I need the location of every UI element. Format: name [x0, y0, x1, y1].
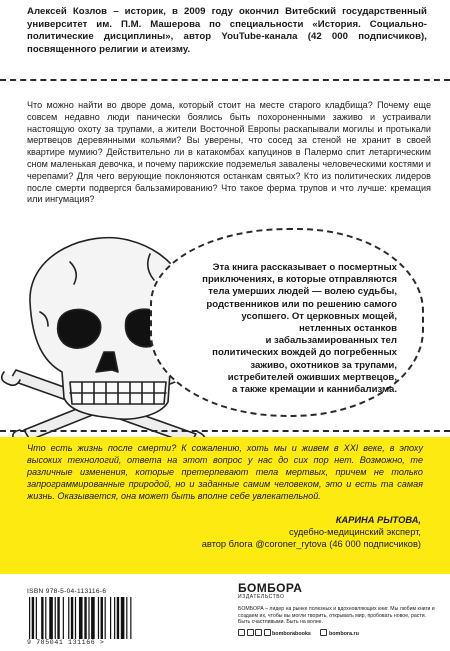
site-url: bombora.ru	[328, 630, 359, 637]
desc-line: Эта книга рассказывает о посмертных	[212, 262, 397, 273]
desc-line: заживо, охотников за трупами,	[250, 359, 397, 371]
barcode-block	[27, 588, 177, 648]
publisher-links	[238, 629, 428, 638]
social-icon	[255, 629, 262, 636]
expert-quote: Что есть жизнь после смерти? К сожалению, хоть мы и живем в XXI веке, в эпоху высоких технологий, ответа на этот вопрос у нас до сих пор нет. Возможно, те различные изменения, которые претерпевают тела мертвых, причем не только запрограммированные природой, но и заданные самим человеком, это и есть та самая жизнь. Оказывается, она может быть вполне себе увлекательной.	[27, 443, 423, 501]
social-icon	[238, 629, 245, 636]
site-link[interactable]	[320, 631, 358, 637]
publisher-subtitle: ИЗДАТЕЛЬСТВО	[238, 594, 285, 600]
publisher-description: БОМБОРА – лидер на рынке полезных и вдохновляющих книг. Мы любим книги и создаем их, чтобы вы могли творить, открывать мир, пробовать новое, расти. Быть счастливыми. Быть на волне.	[238, 606, 435, 626]
book-description	[175, 262, 397, 396]
quote-author-name: КАРИНА РЫТОВА,	[335, 515, 421, 525]
desc-line: и забальзамированных тел	[265, 335, 397, 347]
isbn-label: ISBN 978-5-04-113116-6	[27, 588, 107, 595]
barcode-icon	[27, 597, 177, 641]
publisher-block	[238, 581, 435, 638]
desc-line: нетленных останков	[299, 323, 397, 335]
desc-line: а также кремации и каннибализма.	[232, 384, 397, 396]
desc-line: усопшего. От церковных мощей,	[241, 310, 397, 322]
social-icon	[247, 629, 254, 636]
quote-author-blog: автор блога @coroner_rytova (46 000 подписчиков)	[201, 539, 421, 549]
author-bio	[27, 6, 427, 56]
quote-author-role: судебно-медицинский эксперт,	[288, 527, 421, 537]
questions-paragraph: Что можно найти во дворе дома, который стоит на месте старого кладбища? Почему еще совсем недавно люди панически боялись быть похороненными заживо и устраивали настоящую охоту за трупами, а жители Восточной Европы раскапывали могилы и протыкали мертвецов деревянными кольями? Вы уверены, что сосед за стеной не хранит в своей квартире мумию? Действительно ли в катакомбах капуцинов в Палермо спит летаргическим сном маленькая девочка, и почему парижские подземелья завалены человеческими костями и черепами? Для чего верующие поклоняются останкам святых? Кто из политических лидеров после смерти подвергся бальзамированию? Что такое ферма трупов и что лучше: кремация или ингумация?	[27, 100, 431, 205]
desc-line: приключениях, в которые отправляются	[202, 274, 397, 286]
quote-divider	[0, 430, 450, 432]
social-icon	[264, 629, 271, 636]
top-divider	[0, 79, 450, 81]
author-bio-text: – историк, в 2009 году окончил Витебский государственный университет им. П.М. Машерова по специальности «История. Социально-политические дисциплины», автор YouTube-канала (42 000 подписчиков), посвященного религии и атеизму.	[27, 6, 427, 55]
desc-line: истребителей оживших мертвецов,	[227, 371, 397, 383]
desc-line: политических вождей до погребенных	[212, 347, 397, 359]
author-name: Алексей Козлов	[27, 6, 108, 17]
desc-line: тела умерших людей — волею судьбы,	[208, 286, 397, 298]
desc-line: родственников или по решению самого	[206, 298, 397, 310]
social-handle: bomborabooks	[272, 630, 311, 637]
barcode-digits: 9 785041 131166 >	[27, 639, 105, 646]
globe-icon	[320, 629, 327, 636]
publisher-logo: БОМБОРА	[238, 581, 303, 595]
social-link[interactable]	[238, 631, 311, 637]
